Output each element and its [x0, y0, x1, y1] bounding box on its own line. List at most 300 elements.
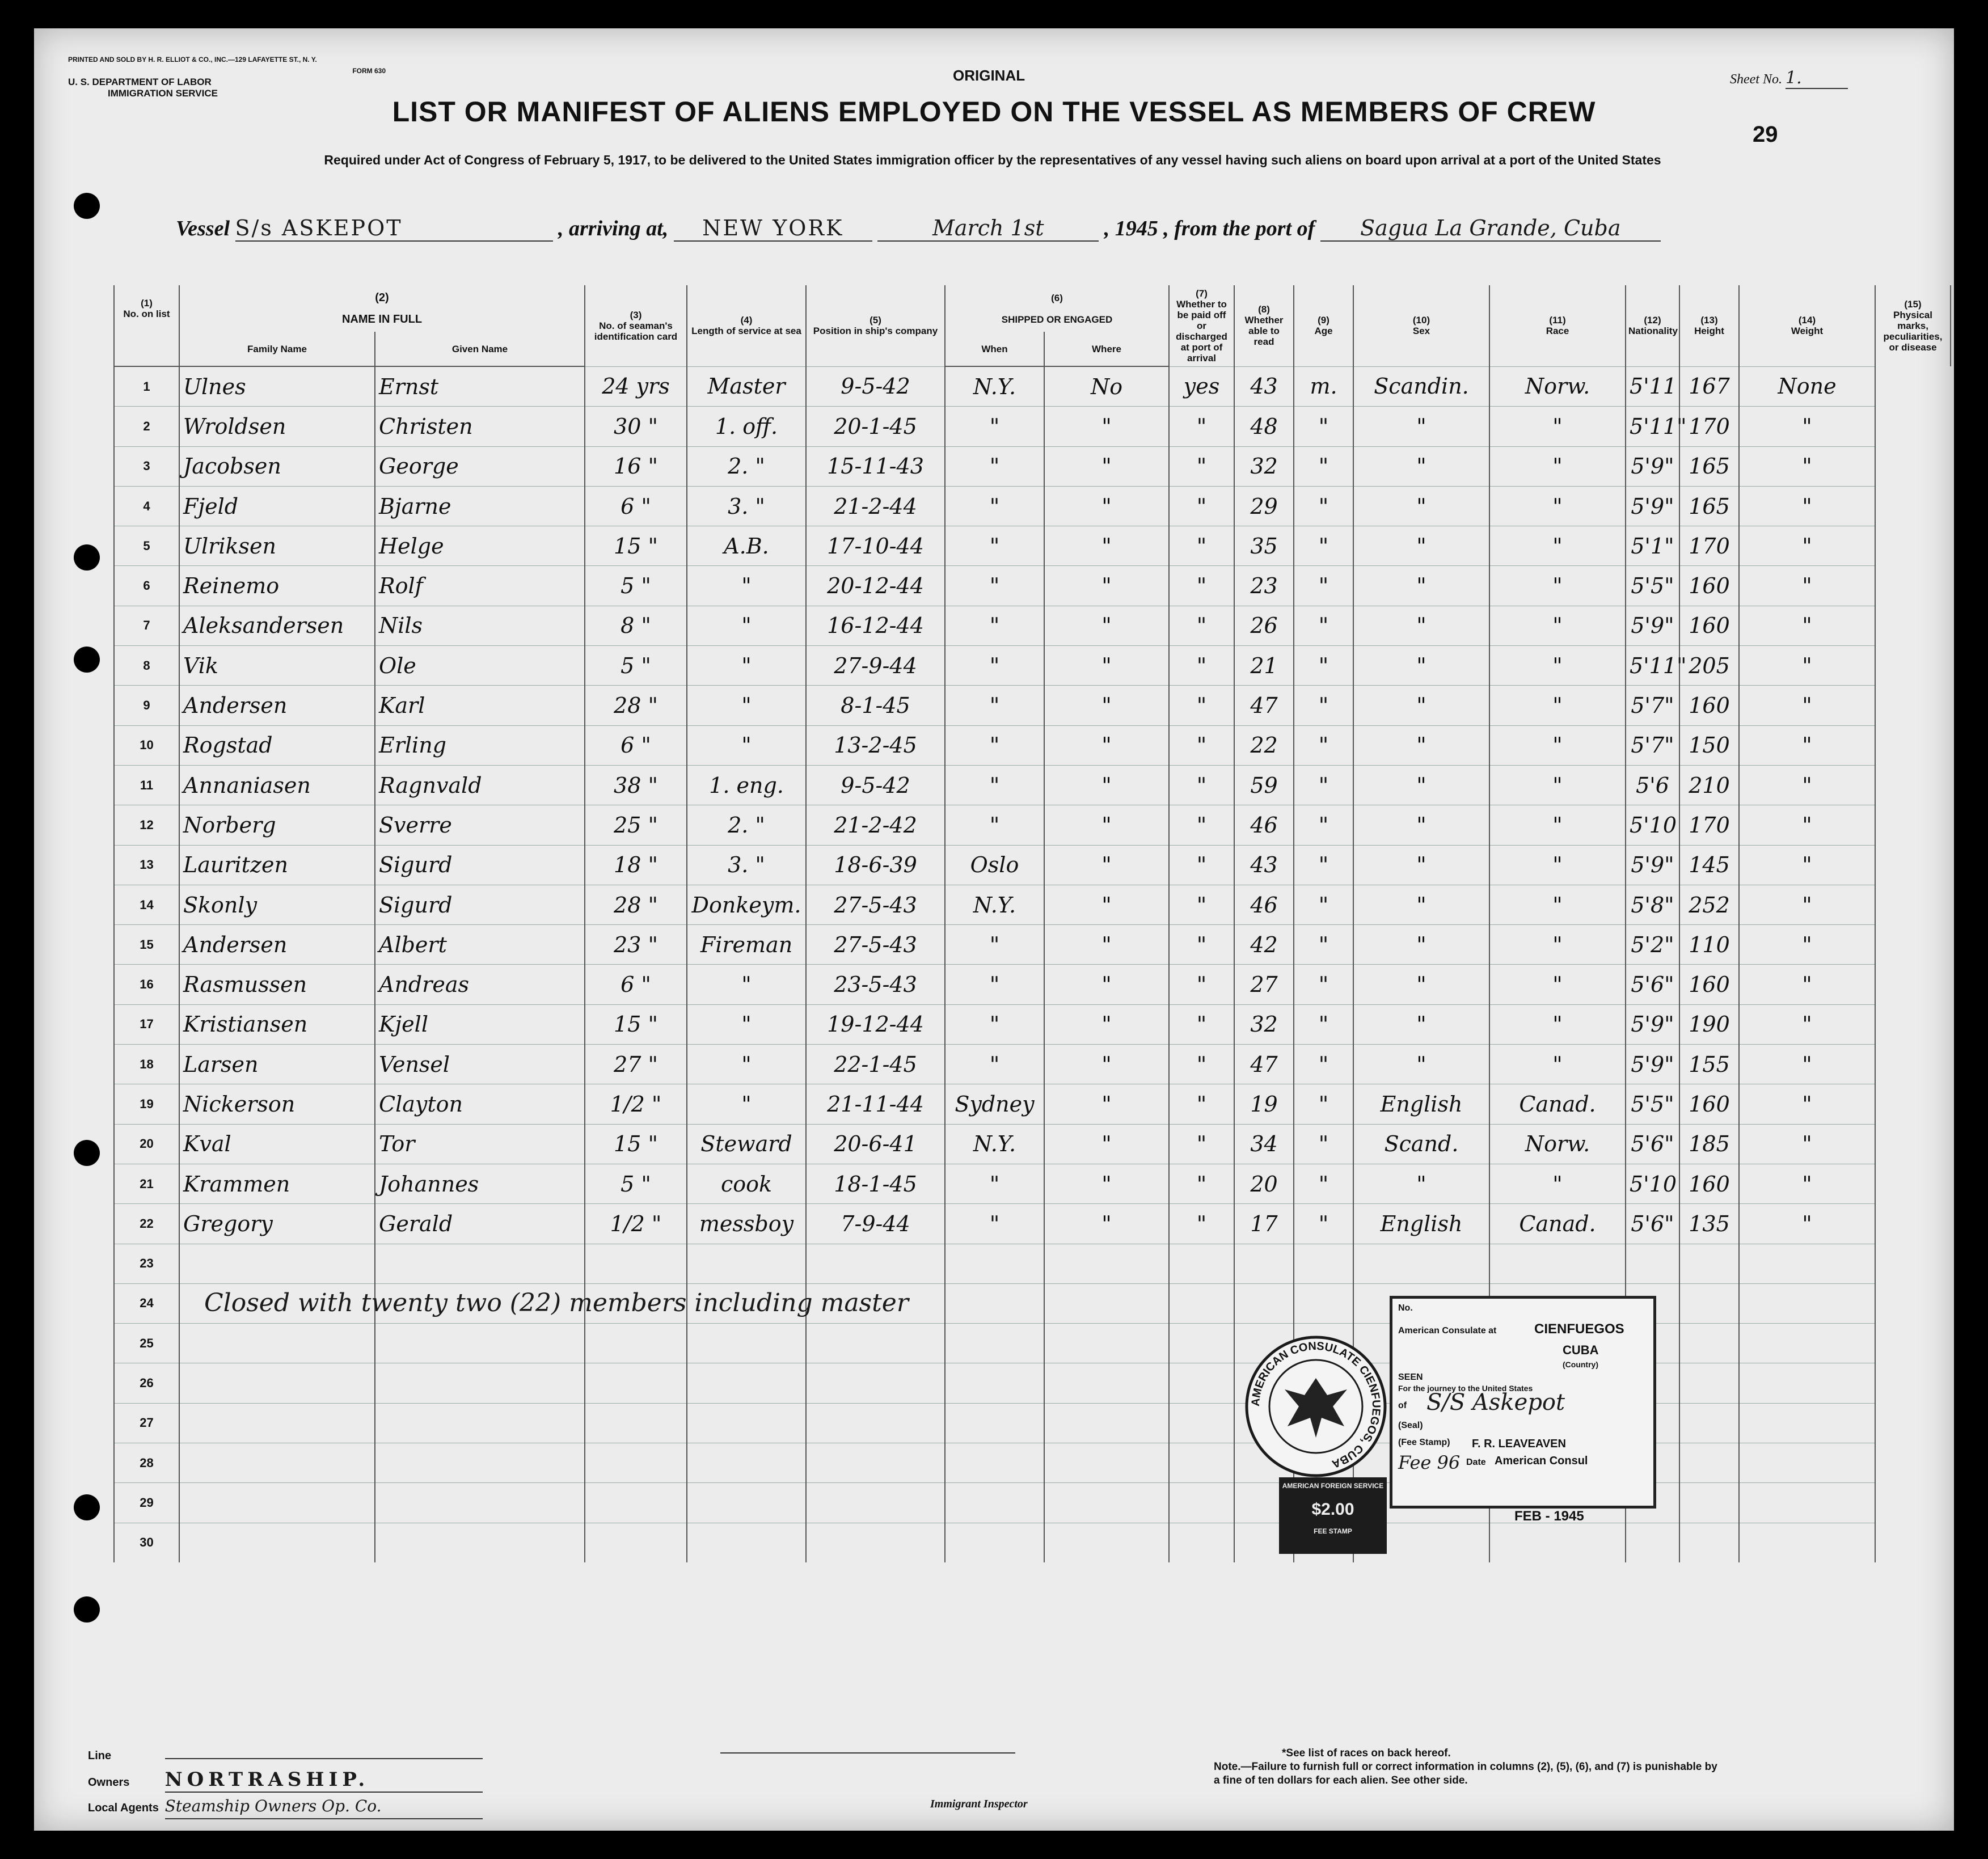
height-cell: 5'1"	[1626, 526, 1679, 566]
row-number-cell: 10	[114, 725, 179, 765]
shipped-where-cell: "	[945, 686, 1044, 725]
able-to-read-cell: "	[1169, 686, 1234, 725]
age-cell: 35	[1234, 526, 1294, 566]
page-title: LIST OR MANIFEST OF ALIENS EMPLOYED ON THE VESSEL AS MEMBERS OF CREW	[392, 96, 1596, 128]
able-to-read-cell: "	[1169, 526, 1234, 566]
shipped-where-cell: Sydney	[945, 1084, 1044, 1124]
family-name-cell	[179, 1403, 375, 1443]
weight-cell	[1679, 1324, 1739, 1363]
col-no-sub	[114, 332, 179, 366]
paid-off-cell: "	[1044, 1164, 1169, 1203]
position-cell: "	[687, 646, 806, 686]
physical-marks-cell: "	[1739, 765, 1875, 805]
able-to-read-cell	[1169, 1324, 1234, 1363]
row-number-cell: 23	[114, 1244, 179, 1283]
weight-cell: 170	[1679, 526, 1739, 566]
sex-cell: "	[1294, 686, 1353, 725]
family-name-cell: Norberg	[179, 805, 375, 845]
height-cell: 5'5"	[1626, 566, 1679, 606]
age-cell: 47	[1234, 686, 1294, 725]
col-family-header: Family Name	[179, 332, 375, 366]
shipped-when-cell: 21-2-44	[806, 486, 945, 526]
shipped-when-cell	[806, 1523, 945, 1562]
table-row	[114, 526, 1951, 566]
col-name-header: (2) NAME IN FULL	[179, 285, 585, 332]
service-length-cell: 6 "	[585, 486, 687, 526]
sex-cell: "	[1294, 486, 1353, 526]
col-weight-header: (14) Weight	[1739, 285, 1875, 366]
physical-marks-cell: "	[1739, 845, 1875, 885]
family-name-cell: Fjeld	[179, 486, 375, 526]
given-name-cell: George	[375, 446, 585, 486]
paid-off-cell: "	[1044, 1084, 1169, 1124]
family-name-cell: Jacobsen	[179, 446, 375, 486]
given-name-cell: Sigurd	[375, 885, 585, 924]
able-to-read-cell	[1169, 1523, 1234, 1562]
table-row	[114, 1164, 1951, 1203]
fee-stamp-bottom: FEE STAMP	[1314, 1527, 1352, 1535]
age-cell: 20	[1234, 1164, 1294, 1203]
family-name-cell: Skonly	[179, 885, 375, 924]
nationality-cell: "	[1489, 885, 1626, 924]
seal-text: AMERICAN CONSULATE CIENFUEGOS, CUBA	[1249, 1340, 1383, 1471]
height-cell: 5'6"	[1626, 1124, 1679, 1164]
shipped-when-cell: 16-12-44	[806, 606, 945, 645]
height-cell: 5'9"	[1626, 845, 1679, 885]
table-row	[114, 366, 1951, 407]
able-to-read-cell: "	[1169, 606, 1234, 645]
table-row	[114, 1004, 1951, 1044]
family-name-cell	[179, 1324, 375, 1363]
position-cell: 1. off.	[687, 407, 806, 446]
able-to-read-cell	[1169, 1363, 1234, 1403]
paid-off-cell: "	[1044, 646, 1169, 686]
col-service-header: (4) Length of service at sea	[687, 285, 806, 366]
footer-notes	[1214, 1747, 1724, 1788]
position-cell: 3. "	[687, 486, 806, 526]
weight-cell: 165	[1679, 446, 1739, 486]
nationality-cell	[1489, 1523, 1626, 1562]
row-number-cell: 15	[114, 925, 179, 965]
table-row	[114, 446, 1951, 486]
shipped-when-cell: 19-12-44	[806, 1004, 945, 1044]
shipped-where-cell: "	[945, 407, 1044, 446]
race-cell: "	[1353, 526, 1489, 566]
nationality-cell: "	[1489, 407, 1626, 446]
owners-value: NORTRASHIP.	[165, 1768, 483, 1793]
paid-off-cell: "	[1044, 1204, 1169, 1244]
physical-marks-cell: "	[1739, 646, 1875, 686]
paid-off-cell: "	[1044, 407, 1169, 446]
weight-cell	[1679, 1403, 1739, 1443]
physical-marks-cell	[1739, 1283, 1875, 1323]
arrival-port: NEW YORK	[674, 216, 872, 242]
given-name-cell	[375, 1363, 585, 1403]
table-row	[114, 1084, 1951, 1124]
weight-cell: 135	[1679, 1204, 1739, 1244]
row-number-cell: 5	[114, 526, 179, 566]
shipped-when-cell: 18-1-45	[806, 1164, 945, 1203]
service-length-cell	[585, 1403, 687, 1443]
race-cell: "	[1353, 446, 1489, 486]
position-cell: "	[687, 725, 806, 765]
age-cell: 19	[1234, 1084, 1294, 1124]
footer-line	[88, 1744, 485, 1768]
shipped-where-cell: "	[945, 526, 1044, 566]
line-value	[165, 1758, 483, 1759]
able-to-read-cell: "	[1169, 965, 1234, 1004]
paid-off-cell: No	[1044, 366, 1169, 407]
shipped-where-cell: N.Y.	[945, 1124, 1044, 1164]
position-cell: 1. eng.	[687, 765, 806, 805]
able-to-read-cell: "	[1169, 1045, 1234, 1084]
paid-off-cell	[1044, 1283, 1169, 1323]
visa-stamp	[1390, 1296, 1656, 1509]
physical-marks-cell: "	[1739, 1004, 1875, 1044]
shipped-where-cell: "	[945, 765, 1044, 805]
service-length-cell	[585, 1244, 687, 1283]
sex-cell: m.	[1294, 366, 1353, 407]
nationality-cell: "	[1489, 646, 1626, 686]
table-row	[114, 606, 1951, 645]
nationality-cell: "	[1489, 965, 1626, 1004]
service-length-cell: 5 "	[585, 1164, 687, 1203]
height-cell: 5'9"	[1626, 486, 1679, 526]
height-cell: 5'7"	[1626, 725, 1679, 765]
race-cell: "	[1353, 686, 1489, 725]
physical-marks-cell: "	[1739, 1045, 1875, 1084]
row-number-cell: 20	[114, 1124, 179, 1164]
inspector-label: Immigrant Inspector	[930, 1798, 1028, 1810]
able-to-read-cell: yes	[1169, 366, 1234, 407]
table-row	[114, 1403, 1951, 1443]
stamp-seen: SEEN	[1398, 1372, 1423, 1382]
physical-marks-cell: "	[1739, 606, 1875, 645]
service-length-cell: 1/2 "	[585, 1084, 687, 1124]
race-cell: "	[1353, 725, 1489, 765]
physical-marks-cell: "	[1739, 566, 1875, 606]
nationality-cell: "	[1489, 686, 1626, 725]
age-cell: 27	[1234, 965, 1294, 1004]
shipped-when-cell: 20-6-41	[806, 1124, 945, 1164]
physical-marks-cell	[1739, 1523, 1875, 1562]
sex-cell	[1294, 1283, 1353, 1323]
family-name-cell	[179, 1483, 375, 1523]
service-length-cell: 6 "	[585, 725, 687, 765]
table-row	[114, 1363, 1951, 1403]
age-cell: 23	[1234, 566, 1294, 606]
shipped-where-cell	[945, 1403, 1044, 1443]
shipped-when-cell	[806, 1483, 945, 1523]
position-cell: "	[687, 606, 806, 645]
shipped-where-cell: "	[945, 925, 1044, 965]
race-cell: "	[1353, 925, 1489, 965]
paid-off-cell	[1044, 1483, 1169, 1523]
stamp-of: of	[1398, 1401, 1407, 1410]
agents-label: Local Agents	[88, 1802, 159, 1814]
row-number-cell: 25	[114, 1324, 179, 1363]
row-number-cell: 22	[114, 1204, 179, 1244]
row-number-cell: 16	[114, 965, 179, 1004]
height-cell	[1626, 1244, 1679, 1283]
arriving-label: , arriving at,	[558, 217, 669, 240]
family-name-cell	[179, 1363, 375, 1403]
row-number-cell: 26	[114, 1363, 179, 1403]
given-name-cell: Johannes	[375, 1164, 585, 1203]
paid-off-cell	[1044, 1443, 1169, 1483]
age-cell: 17	[1234, 1204, 1294, 1244]
age-cell: 59	[1234, 765, 1294, 805]
shipped-when-cell: 18-6-39	[806, 845, 945, 885]
race-cell: "	[1353, 1045, 1489, 1084]
race-cell	[1353, 1244, 1489, 1283]
given-name-cell: Karl	[375, 686, 585, 725]
nationality-cell: "	[1489, 566, 1626, 606]
position-cell	[687, 1324, 806, 1363]
position-cell: messboy	[687, 1204, 806, 1244]
shipped-where-cell	[945, 1363, 1044, 1403]
able-to-read-cell	[1169, 1443, 1234, 1483]
height-cell: 5'2"	[1626, 925, 1679, 965]
table-row	[114, 566, 1951, 606]
nationality-cell: Canad.	[1489, 1204, 1626, 1244]
given-name-cell: Clayton	[375, 1084, 585, 1124]
age-cell: 43	[1234, 366, 1294, 407]
stamp-fee-number: Fee 96	[1398, 1452, 1461, 1473]
able-to-read-cell: "	[1169, 1084, 1234, 1124]
table-row	[114, 1324, 1951, 1363]
weight-cell: 185	[1679, 1124, 1739, 1164]
col-given-header: Given Name	[375, 332, 585, 366]
sex-cell: "	[1294, 965, 1353, 1004]
paid-off-cell: "	[1044, 1124, 1169, 1164]
nationality-cell: "	[1489, 1164, 1626, 1203]
weight-cell: 155	[1679, 1045, 1739, 1084]
physical-marks-cell: "	[1739, 486, 1875, 526]
paid-off-cell: "	[1044, 765, 1169, 805]
given-name-cell: Andreas	[375, 965, 585, 1004]
given-name-cell: Rolf	[375, 566, 585, 606]
able-to-read-cell: "	[1169, 765, 1234, 805]
shipped-when-cell: 27-5-43	[806, 885, 945, 924]
table-row	[114, 1443, 1951, 1483]
age-cell: 46	[1234, 885, 1294, 924]
sex-cell: "	[1294, 1204, 1353, 1244]
race-cell: "	[1353, 845, 1489, 885]
shipped-where-cell	[945, 1283, 1044, 1323]
nationality-cell: "	[1489, 526, 1626, 566]
weight-cell: 165	[1679, 486, 1739, 526]
row-number-cell: 9	[114, 686, 179, 725]
shipped-when-cell: 9-5-42	[806, 366, 945, 407]
stamp-date: FEB - 1945	[1514, 1509, 1584, 1524]
line-label: Line	[88, 1750, 112, 1762]
position-cell: "	[687, 1004, 806, 1044]
weight-cell: 160	[1679, 606, 1739, 645]
service-length-cell	[585, 1483, 687, 1523]
shipped-when-cell	[806, 1363, 945, 1403]
shipped-when-cell: 9-5-42	[806, 765, 945, 805]
able-to-read-cell	[1169, 1244, 1234, 1283]
service-length-cell: 18 "	[585, 845, 687, 885]
row-number-cell: 2	[114, 407, 179, 446]
sheet-number	[1730, 68, 1848, 89]
family-name-cell	[179, 1244, 375, 1283]
sex-cell: "	[1294, 566, 1353, 606]
given-name-cell: Vensel	[375, 1045, 585, 1084]
service-length-cell: 5 "	[585, 646, 687, 686]
family-name-cell: Krammen	[179, 1164, 375, 1203]
weight-cell: 160	[1679, 1164, 1739, 1203]
position-cell	[687, 1483, 806, 1523]
physical-marks-cell: "	[1739, 1164, 1875, 1203]
shipped-when-cell: 22-1-45	[806, 1045, 945, 1084]
sex-cell: "	[1294, 845, 1353, 885]
paid-off-cell: "	[1044, 925, 1169, 965]
shipped-where-cell	[945, 1443, 1044, 1483]
paid-off-cell: "	[1044, 1004, 1169, 1044]
paid-off-cell: "	[1044, 686, 1169, 725]
family-name-cell	[179, 1523, 375, 1562]
table-row	[114, 1045, 1951, 1084]
sex-cell: "	[1294, 765, 1353, 805]
position-cell: 2. "	[687, 446, 806, 486]
table-row	[114, 1523, 1951, 1562]
weight-cell	[1679, 1283, 1739, 1323]
shipped-where-cell: "	[945, 725, 1044, 765]
paid-off-cell	[1044, 1403, 1169, 1443]
position-cell	[687, 1363, 806, 1403]
age-cell: 34	[1234, 1124, 1294, 1164]
weight-cell: 210	[1679, 765, 1739, 805]
sheet-value: 1.	[1786, 68, 1848, 89]
shipped-when-cell: 23-5-43	[806, 965, 945, 1004]
sex-cell: "	[1294, 1084, 1353, 1124]
position-cell	[687, 1244, 806, 1283]
manifest-sheet	[34, 28, 1954, 1831]
inspector-line	[720, 1752, 1015, 1754]
given-name-cell: Sverre	[375, 805, 585, 845]
sex-cell: "	[1294, 446, 1353, 486]
physical-marks-cell: "	[1739, 686, 1875, 725]
weight-cell: 160	[1679, 686, 1739, 725]
position-cell	[687, 1443, 806, 1483]
physical-marks-cell: "	[1739, 1204, 1875, 1244]
paid-off-cell	[1044, 1523, 1169, 1562]
age-cell: 42	[1234, 925, 1294, 965]
service-length-cell: 5 "	[585, 566, 687, 606]
position-cell	[687, 1403, 806, 1443]
weight-cell	[1679, 1483, 1739, 1523]
weight-cell: 160	[1679, 1084, 1739, 1124]
given-name-cell	[375, 1443, 585, 1483]
shipped-when-cell: 20-1-45	[806, 407, 945, 446]
shipped-when-cell: 20-12-44	[806, 566, 945, 606]
physical-marks-cell: "	[1739, 725, 1875, 765]
binder-hole	[74, 193, 100, 219]
family-name-cell: Andersen	[179, 925, 375, 965]
table-row	[114, 725, 1951, 765]
position-cell: A.B.	[687, 526, 806, 566]
crew-table	[113, 285, 1951, 1562]
weight-cell: 160	[1679, 965, 1739, 1004]
paid-off-cell: "	[1044, 805, 1169, 845]
printer-line: PRINTED AND SOLD BY H. R. ELLIOT & CO., INC.—129 LAFAYETTE ST., N. Y.	[68, 56, 317, 64]
service-length-cell: 28 "	[585, 686, 687, 725]
weight-cell: 167	[1679, 366, 1739, 407]
closing-note: Closed with twenty two (22) members including master	[204, 1288, 909, 1317]
shipped-where-cell: "	[945, 965, 1044, 1004]
row-number-cell: 18	[114, 1045, 179, 1084]
nationality-cell: "	[1489, 1004, 1626, 1044]
weight-cell	[1679, 1363, 1739, 1403]
col-nationality-header: (12) Nationality	[1626, 285, 1679, 366]
race-cell: "	[1353, 1004, 1489, 1044]
given-name-cell: Tor	[375, 1124, 585, 1164]
able-to-read-cell: "	[1169, 1164, 1234, 1203]
row-number-cell: 11	[114, 765, 179, 805]
family-name-cell: Rogstad	[179, 725, 375, 765]
able-to-read-cell: "	[1169, 925, 1234, 965]
family-name-cell: Ulriksen	[179, 526, 375, 566]
given-name-cell	[375, 1244, 585, 1283]
weight-cell: 190	[1679, 1004, 1739, 1044]
sex-cell: "	[1294, 925, 1353, 965]
table-row	[114, 845, 1951, 885]
physical-marks-cell: "	[1739, 446, 1875, 486]
family-name-cell	[179, 1443, 375, 1483]
service-length-cell	[585, 1443, 687, 1483]
height-cell	[1626, 1523, 1679, 1562]
shipped-when-cell: 7-9-44	[806, 1204, 945, 1244]
col-age-header: (9) Age	[1294, 285, 1353, 366]
from-label: , from the port of	[1163, 217, 1315, 240]
height-cell: 5'5"	[1626, 1084, 1679, 1124]
table-row	[114, 885, 1951, 924]
col-when-header: When	[945, 332, 1044, 366]
able-to-read-cell: "	[1169, 407, 1234, 446]
physical-marks-cell: None	[1739, 366, 1875, 407]
table-row	[114, 1124, 1951, 1164]
age-cell	[1234, 1244, 1294, 1283]
physical-marks-cell: "	[1739, 1124, 1875, 1164]
fee-stamp-value: $2.00	[1311, 1500, 1354, 1519]
service-length-cell: 8 "	[585, 606, 687, 645]
physical-marks-cell: "	[1739, 1084, 1875, 1124]
able-to-read-cell: "	[1169, 805, 1234, 845]
vessel-name: S/s ASKEPOT	[235, 216, 553, 242]
sex-cell: "	[1294, 606, 1353, 645]
paid-off-cell: "	[1044, 566, 1169, 606]
family-name-cell: Lauritzen	[179, 845, 375, 885]
family-name-cell: Aleksandersen	[179, 606, 375, 645]
height-cell: 5'6	[1626, 765, 1679, 805]
height-cell: 5'9"	[1626, 446, 1679, 486]
service-length-cell	[585, 1324, 687, 1363]
table-row	[114, 965, 1951, 1004]
able-to-read-cell: "	[1169, 1204, 1234, 1244]
age-cell: 43	[1234, 845, 1294, 885]
service-length-cell: 24 yrs	[585, 366, 687, 407]
weight-cell: 170	[1679, 805, 1739, 845]
nationality-cell: Norw.	[1489, 1124, 1626, 1164]
races-note: *See list of races on back hereof.	[1282, 1747, 1451, 1759]
sex-cell	[1294, 1244, 1353, 1283]
arrival-date: March 1st	[877, 216, 1099, 242]
service-length-cell: 25 "	[585, 805, 687, 845]
service-length-cell: 1/2 "	[585, 1204, 687, 1244]
physical-marks-cell: "	[1739, 885, 1875, 924]
